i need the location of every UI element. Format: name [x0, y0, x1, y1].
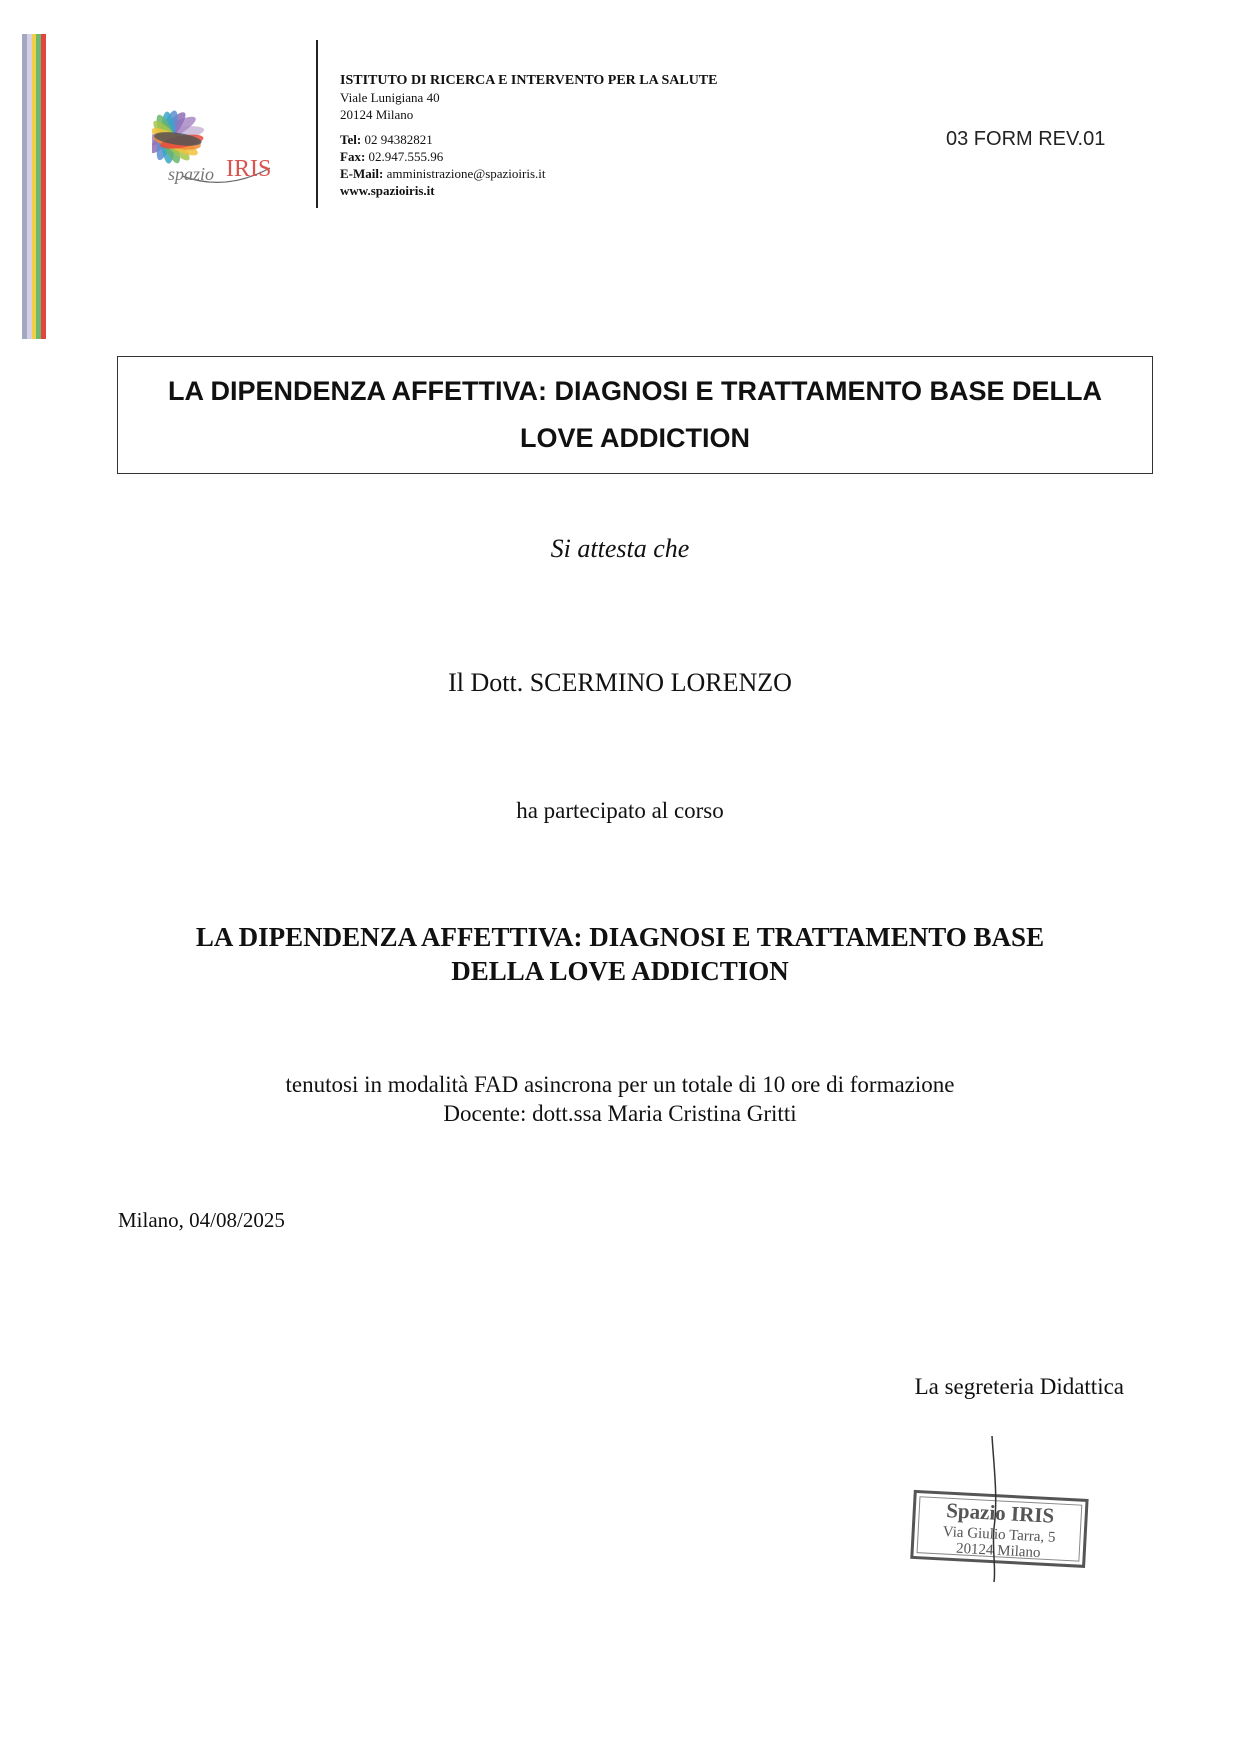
title-box-text: LA DIPENDENZA AFFETTIVA: DIAGNOSI E TRATTAMENTO BASE DELLA LOVE ADDICTION: [168, 376, 1102, 453]
address-line-1: Viale Lunigiana 40: [340, 90, 440, 105]
fax-row: [340, 148, 718, 165]
website-link[interactable]: www.spazioiris.it: [340, 183, 435, 198]
logo-text-iris: IRIS: [226, 156, 272, 182]
course-title-line-1: LA DIPENDENZA AFFETTIVA: DIAGNOSI E TRATTAMENTO BASE: [195, 922, 1045, 952]
course-mode-text: tenutosi in modalità FAD asincrona per un totale di 10 ore di formazione: [285, 1072, 955, 1097]
institute-info: [340, 72, 718, 199]
rainbow-stripe: [22, 34, 46, 339]
stamp-line-3: 20124 Milano: [955, 1540, 1041, 1562]
fax-label: Fax:: [340, 149, 366, 164]
header-divider: [316, 40, 318, 208]
email-row: [340, 165, 718, 182]
spazio-iris-logo: [152, 68, 300, 188]
course-title: [0, 920, 1240, 988]
stamp-line-1: Spazio IRIS: [945, 1498, 1055, 1528]
course-details: [0, 1070, 1240, 1128]
place-date: Milano, 04/08/2025: [118, 1208, 285, 1232]
institute-name: ISTITUTO DI RICERCA E INTERVENTO PER LA SALUTE: [340, 73, 718, 88]
participation-text: ha partecipato al corso: [516, 798, 724, 823]
form-revision: 03 FORM REV.01: [946, 128, 1106, 150]
recipient-name: Il Dott. SCERMINO LORENZO: [448, 668, 792, 697]
email-label: E-Mail:: [340, 166, 384, 181]
signature-label: La segreteria Didattica: [914, 1374, 1124, 1399]
stamp-line-2: Via Giulio Tarra, 5: [942, 1523, 1056, 1546]
logo-text-spazio: spazio: [168, 164, 215, 184]
address-line-2: 20124 Milano: [340, 107, 414, 122]
course-title-line-2: DELLA LOVE ADDICTION: [451, 956, 789, 986]
course-teacher-text: Docente: dott.ssa Maria Cristina Gritti: [443, 1101, 797, 1126]
attestation-intro: Si attesta che: [550, 534, 690, 563]
title-box: [117, 356, 1153, 474]
tel-label: Tel:: [340, 132, 362, 147]
tel-row: [340, 131, 718, 148]
fax-value: 02.947.555.96: [368, 149, 444, 164]
email-value[interactable]: amministrazione@spazioiris.it: [386, 166, 546, 181]
institute-stamp: [906, 1428, 1096, 1584]
tel-value: 02 94382821: [364, 132, 433, 147]
